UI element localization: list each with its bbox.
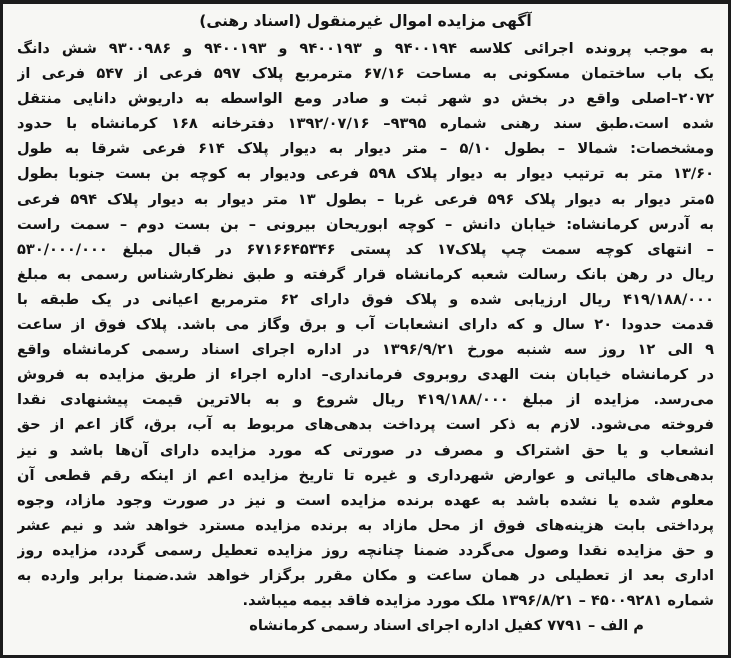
notice-line: به آدرس کرمانشاه: خیابان دانش – کوچه ابوریحان بیرونی – بن بست دوم – سمت راست (17, 215, 714, 233)
notice-line: پرداختی بابت هزینه‌های فوق از محل مازاد به برنده مزایده مسترد خواهد شد و نیم عشر (17, 516, 714, 534)
notice-signature: م الف – ۷۷۹۱ کفیل اداره اجرای اسناد رسمی کرمانشاه (249, 617, 644, 635)
notice-line: قدمت حدودا ۲۰ سال و که دارای انشعابات آب و برق وگاز می باشد. پلاک فوق از ساعت (17, 316, 714, 334)
notice-line: انشعاب و یا حق اشتراک و مصرف در صورتی که مورد مزایده دارای آن‌ها باشد و نیز (17, 441, 714, 459)
notice-line: در کرمانشاه خیابان بنت الهدی روبروی فرمانداری– اداره اجراء از طریق مزایده به فروش (17, 366, 714, 384)
notice-title: آگهی مزایده اموال غیرمنقول (اسناد رهنی) (199, 12, 532, 30)
notice-line: اداری بعد از تعطیلی در همان ساعت و مکان مقرر برگزار خواهد شد.ضمنا برابر وارده به (17, 566, 714, 584)
notice-line: فروخته می‌شود. لازم به ذکر است پرداخت بدهی‌های مربوط به آب، برق، گاز اعم از حق (17, 416, 714, 434)
notice-line: ۹ الی ۱۲ روز سه شنبه مورخ ۱۳۹۶/۹/۲۱ در اداره اجرای اسناد رسمی کرمانشاه واقع (17, 341, 714, 359)
notice-line: شده است.طبق سند رهنی شماره ۹۳۹۵– ۱۳۹۲/۰۷/۱۶ دفترخانه ۱۶۸ کرمانشاه با حدود (17, 115, 714, 133)
notice-line: ۴۱۹/۱۸۸/۰۰۰ ریال ارزیابی شده و پلاک فوق دارای ۶۲ مترمربع اعیانی در یک طبقه با (17, 290, 714, 308)
notice-body (17, 36, 714, 613)
notice-line: شماره ۴۵۰۰۹۲۸۱ – ۱۳۹۶/۸/۲۱ ملک مورد مزایده فاقد بیمه میباشد. (242, 592, 714, 610)
notice-line: – انتهای کوچه سمت چپ پلاک۱۷ کد پستی ۶۷۱۶۶۴۵۳۴۶ در قبال مبلغ ۵۳۰/۰۰۰/۰۰۰ (17, 240, 714, 258)
notice-line: یک باب ساختمان مسکونی به مساحت ۶۷/۱۶ مترمربع پلاک ۵۹۷ فرعی از ۵۴۷ فرعی از (17, 65, 714, 83)
notice-line: بدهی‌های مالیاتی و عوارض شهرداری و غیره تا تاریخ مزایده اعم از اینکه رقم قطعی آن (17, 466, 714, 484)
notice-line: به موجب پرونده اجرائی کلاسه ۹۴۰۰۱۹۴ و ۹۴۰۰۱۹۳ و ۹۴۰۰۱۹۳ و ۹۳۰۰۹۸۶ شش دانگ (17, 40, 714, 57)
notice-line: ۵متر دیوار به دیوار پلاک ۵۹۶ فرعی غربا – بطول ۱۳ متر دیوار به دیوار پلاک ۵۹۴ فرعی (17, 190, 714, 208)
notice-line: ریال در رهن بانک رسالت شعبه کرمانشاه قرار گرفته و طبق نظرکارشناس رسمی به مبلغ (17, 265, 714, 283)
notice-line: معلوم شده یا نشده باشد به عهده برنده مزایده است و نیز در صورت وجود مازاد، وجوه (17, 491, 714, 509)
notice-line: ۲۰۷۲–اصلی واقع در بخش دو شهر ثبت و صادر ومع الواسطه به داریوش دانایی منتقل (17, 90, 714, 108)
notice-line: ومشخصات: شمالا – بطول ۵/۱۰ – متر دیوار به دیوار پلاک ۶۱۴ فرعی شرقا به طول (17, 140, 714, 158)
notice-line: و حق مزایده نقدا وصول می‌گردد ضمنا چنانچه روز مزایده تعطیل رسمی گردد، مزایده روز (17, 541, 714, 559)
notice-line: ۱۳/۶۰ متر به ترتیب دیوار به دیوار پلاک ۵۹۸ فرعی ودیوار به کوچه بن بست جنوبا بطول (17, 165, 714, 183)
notice-line: می‌رسد. مزایده از مبلغ ۴۱۹/۱۸۸/۰۰۰ ریال شروع و به بالاترین قیمت پیشنهادی نقدا (17, 391, 714, 409)
